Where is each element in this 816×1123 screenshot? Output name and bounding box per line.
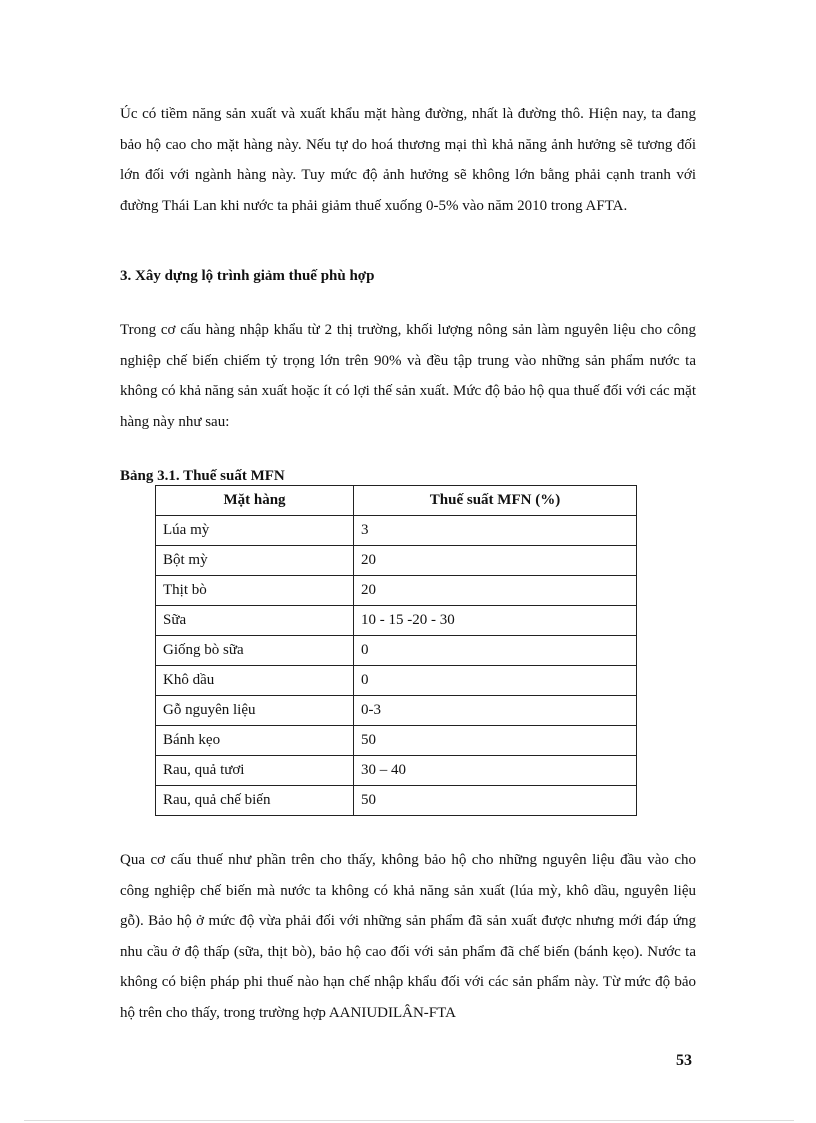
paragraph-tariff-analysis: Qua cơ cấu thuế như phần trên cho thấy, không bảo hộ cho những nguyên liệu đầu vào cho công nghiệp chế biến mà nước ta không có khả năng sản xuất (lúa mỳ, khô dầu, nguyên liệu gỗ). Bảo hộ ở mức độ vừa phải đối với những sản phẩm đã sản xuất được nhưng mới đáp ứng nhu cầu ở độ thấp (sữa, thịt bò), bảo hộ cao đối với sản phẩm đã chế biến (bánh kẹo). Nước ta không có biện pháp phi thuế nào hạn chế nhập khẩu đối với các sản phẩm này. Từ mức độ bảo hộ trên cho thấy, trong trường hợp AANIUDILÂN-FTA (120, 852, 696, 1021)
table-row (156, 546, 637, 576)
section-heading: 3. Xây dựng lộ trình giảm thuế phù hợp (120, 268, 375, 284)
table-row (156, 726, 637, 756)
rate-cell: 0 (354, 636, 637, 666)
item-cell: Lúa mỳ (156, 516, 354, 546)
page-bottom-divider (24, 1120, 794, 1121)
column-header-rate: Thuế suất MFN (%) (354, 486, 637, 516)
table-caption: Bảng 3.1. Thuế suất MFN (120, 468, 285, 484)
item-cell: Bánh kẹo (156, 726, 354, 756)
paragraph-import-structure: Trong cơ cấu hàng nhập khẩu từ 2 thị trường, khối lượng nông sản làm nguyên liệu cho công nghiệp chế biến chiếm tỷ trọng lớn trên 90% và đều tập trung vào những sản phẩm nước ta không có khả năng sản xuất hoặc ít có lợi thế sản xuất. Mức độ bảo hộ qua thuế đối với các mặt hàng này như sau: (120, 322, 696, 430)
rate-cell: 50 (354, 786, 637, 816)
item-cell: Rau, quả tươi (156, 756, 354, 786)
item-cell: Khô dầu (156, 666, 354, 696)
rate-cell: 3 (354, 516, 637, 546)
table-row (156, 756, 637, 786)
table-row (156, 786, 637, 816)
rate-cell: 0 (354, 666, 637, 696)
table-row (156, 636, 637, 666)
item-cell: Sữa (156, 606, 354, 636)
rate-cell: 20 (354, 576, 637, 606)
table-row (156, 606, 637, 636)
rate-cell: 10 - 15 -20 - 30 (354, 606, 637, 636)
item-cell: Rau, quả chế biến (156, 786, 354, 816)
rate-cell: 20 (354, 546, 637, 576)
rate-cell: 50 (354, 726, 637, 756)
mfn-tariff-table (155, 485, 637, 816)
item-cell: Bột mỳ (156, 546, 354, 576)
table-header-row (156, 486, 637, 516)
table-row (156, 696, 637, 726)
paragraph-sugar: Úc có tiềm năng sản xuất và xuất khẩu mặt hàng đường, nhất là đường thô. Hiện nay, ta đang bảo hộ cao cho mặt hàng này. Nếu tự do hoá thương mại thì khả năng ảnh hưởng sẽ tương đối lớn đối với ngành hàng này. Tuy mức độ ảnh hưởng sẽ không lớn bằng phải cạnh tranh với đường Thái Lan khi nước ta phải giảm thuế xuống 0-5% vào năm 2010 trong AFTA. (120, 106, 696, 214)
item-cell: Gỗ nguyên liệu (156, 696, 354, 726)
page-number: 53 (676, 1052, 692, 1069)
table-row (156, 576, 637, 606)
column-header-item: Mặt hàng (156, 486, 354, 516)
table-row (156, 516, 637, 546)
table-row (156, 666, 637, 696)
rate-cell: 30 – 40 (354, 756, 637, 786)
item-cell: Thịt bò (156, 576, 354, 606)
rate-cell: 0-3 (354, 696, 637, 726)
item-cell: Giống bò sữa (156, 636, 354, 666)
